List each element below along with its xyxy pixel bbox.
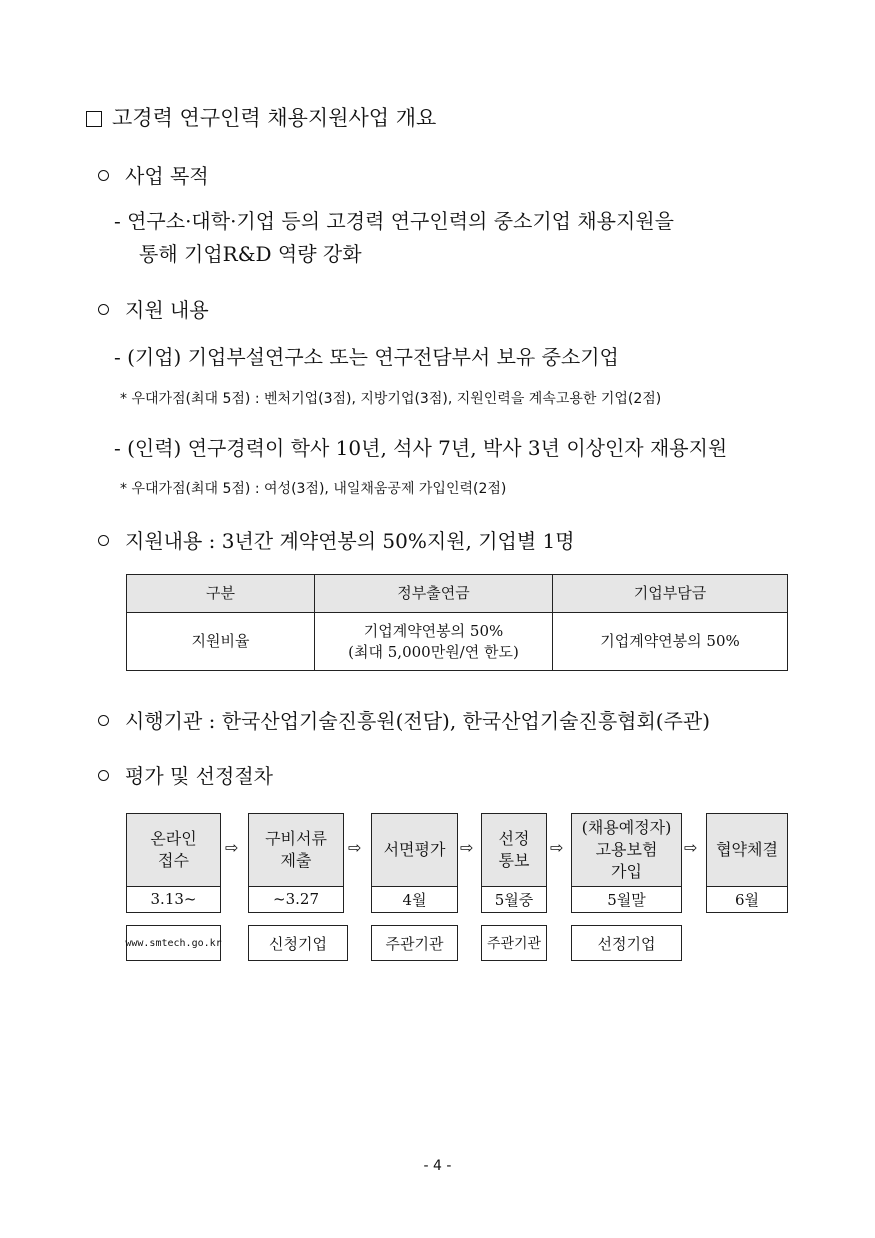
table-cell-company: 기업계약연봉의 50% <box>553 613 788 671</box>
support-staff: - (인력) 연구경력이 학사 10년, 석사 7년, 박사 3년 이상인자 재용지원 <box>114 436 728 460</box>
arrow-right-icon: ⇨ <box>348 838 362 857</box>
table-header-company: 기업부담금 <box>553 575 788 613</box>
procedure-title: 평가 및 선정절차 <box>98 760 273 789</box>
step-label: 구비서류 제출 <box>249 814 343 887</box>
arrow-right-icon: ⇨ <box>225 838 239 857</box>
circle-bullet-icon <box>98 535 109 546</box>
agency-line: 시행기관 : 한국산업기술진흥원(전담), 한국산업기술진흥협회(주관) <box>98 705 710 734</box>
square-bullet-icon <box>86 111 102 127</box>
circle-bullet-icon <box>98 304 109 315</box>
funding-title: 지원내용 : 3년간 계약연봉의 50%지원, 기업별 1명 <box>98 525 575 554</box>
support-staff-note: * 우대가점(최대 5점) : 여성(3점), 내일채움공제 가입인력(2점) <box>120 481 507 497</box>
role-host-agency: 주관기관 <box>371 925 458 961</box>
table-row <box>127 613 788 671</box>
support-company-note: * 우대가점(최대 5점) : 벤처기업(3점), 지방기업(3점), 지원인력을 계속고용한 기업(2점) <box>120 391 662 407</box>
circle-bullet-icon <box>98 715 109 726</box>
circle-bullet-icon <box>98 170 109 181</box>
arrow-right-icon: ⇨ <box>684 838 698 857</box>
step-date: 4월 <box>402 890 427 909</box>
purpose-line-1: - 연구소·대학·기업 등의 고경력 연구인력의 중소기업 채용지원을 <box>114 209 674 233</box>
step-agreement <box>706 813 788 913</box>
step-online-apply <box>126 813 221 913</box>
gov-line-2: (최대 5,000만원/연 한도) <box>348 642 519 661</box>
step-date: 5월중 <box>494 890 534 909</box>
step-employment-insurance <box>571 813 682 913</box>
step-label: 선정 통보 <box>482 814 546 887</box>
step-date: ~3.27 <box>273 890 319 908</box>
page-number: - 4 - <box>423 1158 452 1174</box>
purpose-line-2: 통해 기업R&D 역량 강화 <box>139 242 362 266</box>
step-selection-notice <box>481 813 547 913</box>
step-date: 6월 <box>734 890 760 909</box>
purpose-title: 사업 목적 <box>98 160 209 189</box>
role-website: www.smtech.go.kr <box>126 925 221 961</box>
table-header-category: 구분 <box>127 575 315 613</box>
table-header-row <box>127 575 788 613</box>
arrow-right-icon: ⇨ <box>460 838 474 857</box>
step-label: 협약체결 <box>707 814 787 887</box>
support-company: - (기업) 기업부설연구소 또는 연구전담부서 보유 중소기업 <box>114 345 619 369</box>
step-label: 온라인 접수 <box>127 814 220 887</box>
step-label: 서면평가 <box>372 814 457 887</box>
table-header-government: 정부출연금 <box>315 575 553 613</box>
step-label: (채용예정자) 고용보험 가입 <box>572 814 681 887</box>
gov-line-1: 기업계약연봉의 50% <box>363 621 504 640</box>
section-heading: 고경력 연구인력 채용지원사업 개요 <box>86 102 436 132</box>
step-date: 3.13~ <box>150 890 197 908</box>
step-document-review <box>371 813 458 913</box>
role-host-agency-2: 주관기관 <box>481 925 547 961</box>
funding-table <box>126 574 788 671</box>
support-title: 지원 내용 <box>98 294 209 323</box>
role-applicant: 신청기업 <box>248 925 348 961</box>
role-selected-company: 선정기업 <box>571 925 682 961</box>
table-cell-government <box>315 613 553 671</box>
table-row-label: 지원비율 <box>127 613 315 671</box>
step-submit-documents <box>248 813 344 913</box>
circle-bullet-icon <box>98 770 109 781</box>
step-date: 5월말 <box>607 890 646 909</box>
arrow-right-icon: ⇨ <box>550 838 564 857</box>
